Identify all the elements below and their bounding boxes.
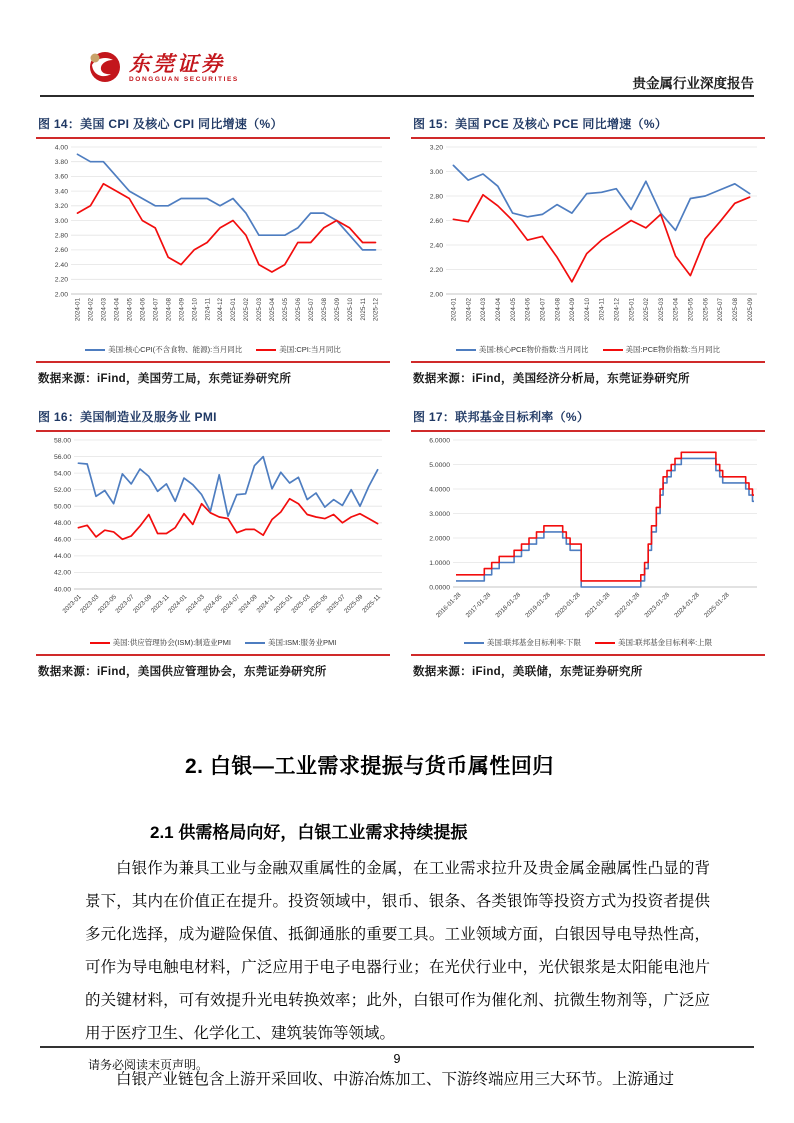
legend-line-swatch bbox=[85, 349, 105, 351]
y-tick-label: 2.0000 bbox=[429, 535, 450, 543]
y-tick-label: 3.60 bbox=[54, 173, 68, 181]
report-type-label: 贵金属行业深度报告 bbox=[632, 76, 754, 91]
x-tick-label: 2025-02 bbox=[243, 298, 251, 322]
series-line bbox=[453, 195, 749, 282]
logo-text bbox=[129, 53, 239, 84]
y-tick-label: 52.00 bbox=[53, 487, 71, 494]
logo-english-name: DONGGUAN SECURITIES bbox=[129, 76, 239, 84]
legend-item bbox=[603, 344, 721, 355]
x-tick-label: 2024-08 bbox=[165, 298, 173, 322]
x-tick-label: 2025-08 bbox=[732, 298, 739, 322]
x-tick-label: 2017-01-28 bbox=[464, 591, 493, 620]
x-tick-label: 2023-03 bbox=[79, 593, 101, 615]
legend-line-swatch bbox=[90, 642, 110, 644]
x-tick-label: 2024-05 bbox=[509, 298, 517, 322]
company-logo bbox=[86, 48, 239, 89]
x-tick-label: 2024-07 bbox=[219, 593, 242, 615]
header-divider bbox=[40, 95, 754, 97]
x-tick-label: 2025-01-28 bbox=[702, 591, 731, 620]
figure-legend bbox=[411, 637, 765, 654]
y-tick-label: 2.80 bbox=[429, 193, 443, 201]
y-tick-label: 44.00 bbox=[53, 553, 71, 561]
y-tick-label: 48.00 bbox=[53, 520, 71, 528]
x-tick-label: 2018-01-28 bbox=[494, 591, 523, 620]
x-tick-label: 2023-01-28 bbox=[643, 591, 672, 620]
y-tick-label: 3.0000 bbox=[429, 510, 450, 518]
x-tick-label: 2024-01-28 bbox=[673, 591, 701, 620]
y-tick-label: 3.00 bbox=[429, 168, 443, 176]
x-tick-label: 2024-01 bbox=[167, 593, 189, 615]
figure-legend bbox=[411, 344, 765, 361]
figure-legend bbox=[36, 637, 390, 654]
x-tick-label: 2025-07 bbox=[325, 593, 347, 615]
x-tick-label: 2024-11 bbox=[204, 298, 212, 321]
page-header bbox=[40, 46, 754, 94]
figure-plot bbox=[36, 432, 390, 637]
x-tick-label: 2024-06 bbox=[524, 298, 532, 322]
y-tick-label: 1.0000 bbox=[429, 559, 450, 567]
x-tick-label: 2024-04 bbox=[495, 298, 502, 322]
legend-item bbox=[245, 637, 336, 648]
x-tick-label: 2024-11 bbox=[255, 593, 277, 615]
x-tick-label: 2025-01 bbox=[230, 298, 238, 322]
legend-line-swatch bbox=[245, 642, 265, 644]
legend-line-swatch bbox=[456, 349, 476, 351]
x-tick-label: 2024-03 bbox=[184, 593, 207, 615]
legend-label: 美国:核心CPI(不含食物、能源):当月同比 bbox=[108, 345, 243, 354]
x-tick-label: 2024-05 bbox=[126, 298, 134, 322]
x-tick-label: 2024-12 bbox=[217, 298, 225, 322]
figure-source: 数据来源：iFind，美国劳工局，东莞证券研究所 bbox=[36, 361, 390, 386]
y-tick-label: 54.00 bbox=[53, 470, 71, 478]
x-tick-label: 2024-02 bbox=[87, 298, 95, 322]
y-tick-label: 2.00 bbox=[54, 291, 68, 299]
x-tick-label: 2024-06 bbox=[139, 298, 147, 322]
y-tick-label: 0.0000 bbox=[429, 584, 450, 592]
figure-17-fed-funds-chart bbox=[411, 405, 765, 679]
x-tick-label: 2025-04 bbox=[269, 298, 277, 322]
x-tick-label: 2024-05 bbox=[202, 593, 224, 615]
x-tick-label: 2020-01-28 bbox=[553, 591, 582, 620]
y-tick-label: 3.20 bbox=[429, 144, 443, 152]
y-tick-label: 2.20 bbox=[429, 266, 443, 274]
series-line bbox=[456, 452, 754, 581]
legend-label: 美国:ISM:服务业PMI bbox=[268, 638, 337, 647]
y-tick-label: 58.00 bbox=[53, 437, 71, 445]
legend-line-swatch bbox=[256, 349, 276, 351]
paragraph: 白银产业链包含上游开采回收、中游冶炼加工、下游终端应用三大环节。上游通过 bbox=[116, 1071, 675, 1088]
x-tick-label: 2024-03 bbox=[100, 298, 108, 322]
y-tick-label: 2.40 bbox=[429, 242, 443, 250]
legend-line-swatch bbox=[603, 349, 623, 351]
x-tick-label: 2022-01-28 bbox=[613, 591, 642, 620]
x-tick-label: 2019-01-28 bbox=[524, 591, 552, 620]
x-tick-label: 2023-07 bbox=[114, 593, 136, 615]
x-tick-label: 2024-09 bbox=[178, 298, 186, 322]
page-number: 9 bbox=[393, 1052, 401, 1066]
y-tick-label: 4.00 bbox=[54, 144, 68, 152]
series-line bbox=[78, 499, 377, 540]
x-tick-label: 2025-09 bbox=[746, 298, 754, 322]
x-tick-label: 2024-07 bbox=[539, 298, 547, 322]
x-tick-label: 2025-01 bbox=[272, 593, 295, 615]
x-tick-label: 2025-11 bbox=[361, 593, 383, 615]
legend-line-swatch bbox=[595, 642, 615, 644]
legend-label: 美国:联邦基金目标利率:上限 bbox=[618, 638, 713, 647]
y-tick-label: 2.60 bbox=[429, 217, 443, 225]
figure-source: 数据来源：iFind，美联储，东莞证券研究所 bbox=[411, 654, 765, 679]
x-tick-label: 2024-02 bbox=[465, 298, 473, 322]
x-tick-label: 2016-01-28 bbox=[434, 591, 463, 620]
figure-plot bbox=[36, 139, 390, 344]
legend-item bbox=[595, 637, 712, 648]
x-tick-label: 2023-05 bbox=[96, 593, 119, 615]
legend-label: 美国:联邦基金目标利率:下限 bbox=[486, 638, 581, 647]
x-tick-label: 2024-01 bbox=[450, 298, 458, 322]
y-tick-label: 42.00 bbox=[53, 569, 71, 577]
x-tick-label: 2024-01 bbox=[74, 298, 82, 322]
y-tick-label: 2.20 bbox=[54, 276, 68, 284]
legend-item bbox=[90, 637, 231, 648]
figure-title: 图 15：美国 PCE 及核心 PCE 同比增速（%） bbox=[411, 112, 765, 139]
x-tick-label: 2025-02 bbox=[643, 298, 651, 322]
logo-chinese-name: 东莞证券 bbox=[129, 51, 225, 77]
y-tick-label: 3.40 bbox=[54, 188, 68, 196]
paragraph: 白银作为兼具工业与金融双重属性的金属，在工业需求拉升及贵金属金融属性凸显的背景下，其内在价值正在提升。投资领域中，银币、银条、各类银饰等投资方式为投资者提供多元化选择，成为避险保值、抵御通胀的重要工具。工业领域方面，白银因导电导热性高，可作为导电触电材料，广泛应用于电子电器行业；在光伏行业中，光伏银浆是太阳能电池片的关键材料，可有效提升光电转换效率；此外，白银可作为催化剂、抗微生物剂等，广泛应用于医疗卫生、化学化工、建筑装饰等领域。 bbox=[85, 860, 710, 1042]
x-tick-label: 2025-06 bbox=[702, 298, 710, 322]
figure-15-pce-chart bbox=[411, 112, 765, 386]
legend-label: 美国:CPI:当月同比 bbox=[279, 345, 341, 354]
figure-plot bbox=[411, 432, 765, 637]
subsection-heading: 2.1 供需格局向好，白银工业需求持续提振 bbox=[150, 823, 468, 842]
footer-divider bbox=[40, 1046, 754, 1048]
x-tick-label: 2023-09 bbox=[131, 593, 154, 615]
x-tick-label: 2024-11 bbox=[598, 298, 606, 321]
y-tick-label: 56.00 bbox=[53, 453, 71, 461]
charts-grid bbox=[36, 112, 765, 679]
x-tick-label: 2024-04 bbox=[113, 298, 121, 322]
series-line bbox=[78, 457, 377, 517]
x-tick-label: 2024-07 bbox=[152, 298, 160, 322]
figure-title: 图 14：美国 CPI 及核心 CPI 同比增速（%） bbox=[36, 112, 390, 139]
x-tick-label: 2024-10 bbox=[583, 298, 591, 322]
section-heading: 2. 白银—工业需求提振与货币属性回归 bbox=[185, 755, 554, 778]
x-tick-label: 2024-10 bbox=[191, 298, 199, 322]
legend-label: 美国:PCE物价指数:当月同比 bbox=[625, 345, 721, 354]
y-tick-label: 5.0000 bbox=[429, 461, 450, 469]
x-tick-label: 2025-05 bbox=[687, 298, 695, 322]
x-tick-label: 2025-04 bbox=[672, 298, 680, 322]
series-line bbox=[78, 184, 376, 272]
legend-item bbox=[464, 637, 581, 648]
series-line bbox=[456, 458, 754, 587]
x-tick-label: 2023-11 bbox=[149, 593, 171, 615]
logo-mark-icon bbox=[86, 48, 122, 89]
legend-label: 美国:供应管理协会(ISM):制造业PMI bbox=[112, 638, 231, 647]
footer-disclaimer: 请务必阅读末页声明。 bbox=[88, 1058, 209, 1072]
y-tick-label: 50.00 bbox=[53, 503, 71, 511]
figure-legend bbox=[36, 344, 390, 361]
x-tick-label: 2025-12 bbox=[372, 298, 380, 322]
y-tick-label: 3.20 bbox=[54, 203, 68, 211]
y-tick-label: 3.80 bbox=[54, 159, 68, 166]
y-tick-label: 2.80 bbox=[54, 232, 68, 240]
figure-14-cpi-chart bbox=[36, 112, 390, 386]
legend-label: 美国:核心PCE物价指数:当月同比 bbox=[478, 345, 589, 354]
x-tick-label: 2025-11 bbox=[359, 298, 367, 321]
x-tick-label: 2023-01 bbox=[61, 593, 83, 615]
x-tick-label: 2025-05 bbox=[282, 298, 289, 322]
legend-line-swatch bbox=[464, 642, 484, 644]
y-tick-label: 46.00 bbox=[53, 536, 71, 544]
x-tick-label: 2025-06 bbox=[295, 298, 302, 322]
y-tick-label: 2.00 bbox=[429, 291, 443, 299]
x-tick-label: 2024-12 bbox=[613, 298, 621, 322]
x-tick-label: 2024-09 bbox=[569, 298, 577, 322]
x-tick-label: 2025-07 bbox=[717, 298, 725, 322]
x-tick-label: 2025-03 bbox=[657, 298, 665, 322]
y-tick-label: 3.00 bbox=[54, 217, 68, 225]
x-tick-label: 2024-09 bbox=[237, 593, 259, 615]
x-tick-label: 2025-07 bbox=[307, 298, 315, 322]
figure-source: 数据来源：iFind，美国供应管理协会，东莞证券研究所 bbox=[36, 654, 390, 679]
figure-title: 图 16：美国制造业及服务业 PMI bbox=[36, 405, 390, 432]
y-tick-label: 4.0000 bbox=[429, 486, 450, 494]
x-tick-label: 2025-03 bbox=[256, 298, 264, 322]
legend-item bbox=[85, 344, 242, 355]
figure-source: 数据来源：iFind，美国经济分析局，东莞证券研究所 bbox=[411, 361, 765, 386]
figure-title: 图 17：联邦基金目标利率（%） bbox=[411, 405, 765, 432]
x-tick-label: 2021-01-28 bbox=[583, 591, 612, 620]
legend-item bbox=[456, 344, 589, 355]
x-tick-label: 2025-03 bbox=[290, 593, 312, 615]
x-tick-label: 2025-09 bbox=[343, 593, 365, 615]
y-tick-label: 2.40 bbox=[54, 261, 68, 269]
x-tick-label: 2025-01 bbox=[628, 298, 636, 322]
x-tick-label: 2025-10 bbox=[346, 298, 354, 322]
x-tick-label: 2024-08 bbox=[554, 298, 562, 322]
x-tick-label: 2025-05 bbox=[307, 593, 330, 615]
y-tick-label: 40.00 bbox=[53, 586, 71, 594]
y-tick-label: 6.0000 bbox=[429, 437, 450, 445]
figure-16-pmi-chart bbox=[36, 405, 390, 679]
y-tick-label: 2.60 bbox=[54, 247, 68, 255]
x-tick-label: 2025-08 bbox=[320, 298, 328, 322]
x-tick-label: 2025-09 bbox=[333, 298, 341, 322]
legend-item bbox=[256, 344, 341, 355]
x-tick-label: 2024-03 bbox=[480, 298, 488, 322]
figure-plot bbox=[411, 139, 765, 344]
